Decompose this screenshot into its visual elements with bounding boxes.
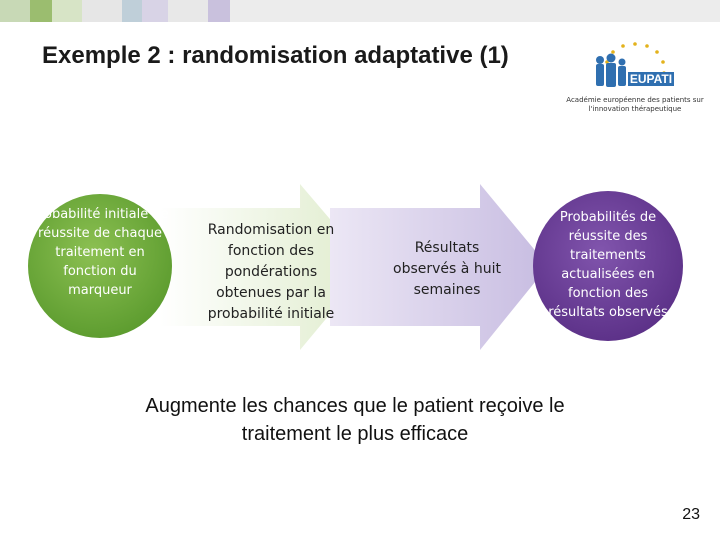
step-4-text: Probabilités de réussite des traitements actualisées en fonction des résultats observés [548, 210, 668, 320]
page-number: 23 [682, 506, 700, 523]
step-3-text: Résultats observés à huit semaines [393, 240, 501, 298]
top-color-bar [0, 0, 720, 22]
step-1-text: Probabilité initiale de réussite de chaque traitement en fonction du marqueur [31, 207, 169, 298]
logo-wordmark: EUPATI [629, 72, 673, 86]
step-2-text: Randomisation en fonction des pondérations obtenues par la probabilité initiale [207, 222, 335, 322]
logo-tagline: Académie européenne des patients sur l'innovation thérapeutique [566, 96, 704, 113]
conclusion-text: Augmente les chances que le patient reçoive le traitement le plus efficace [145, 395, 565, 445]
slide-title: Exemple 2 : randomisation adaptative (1) [42, 42, 509, 69]
